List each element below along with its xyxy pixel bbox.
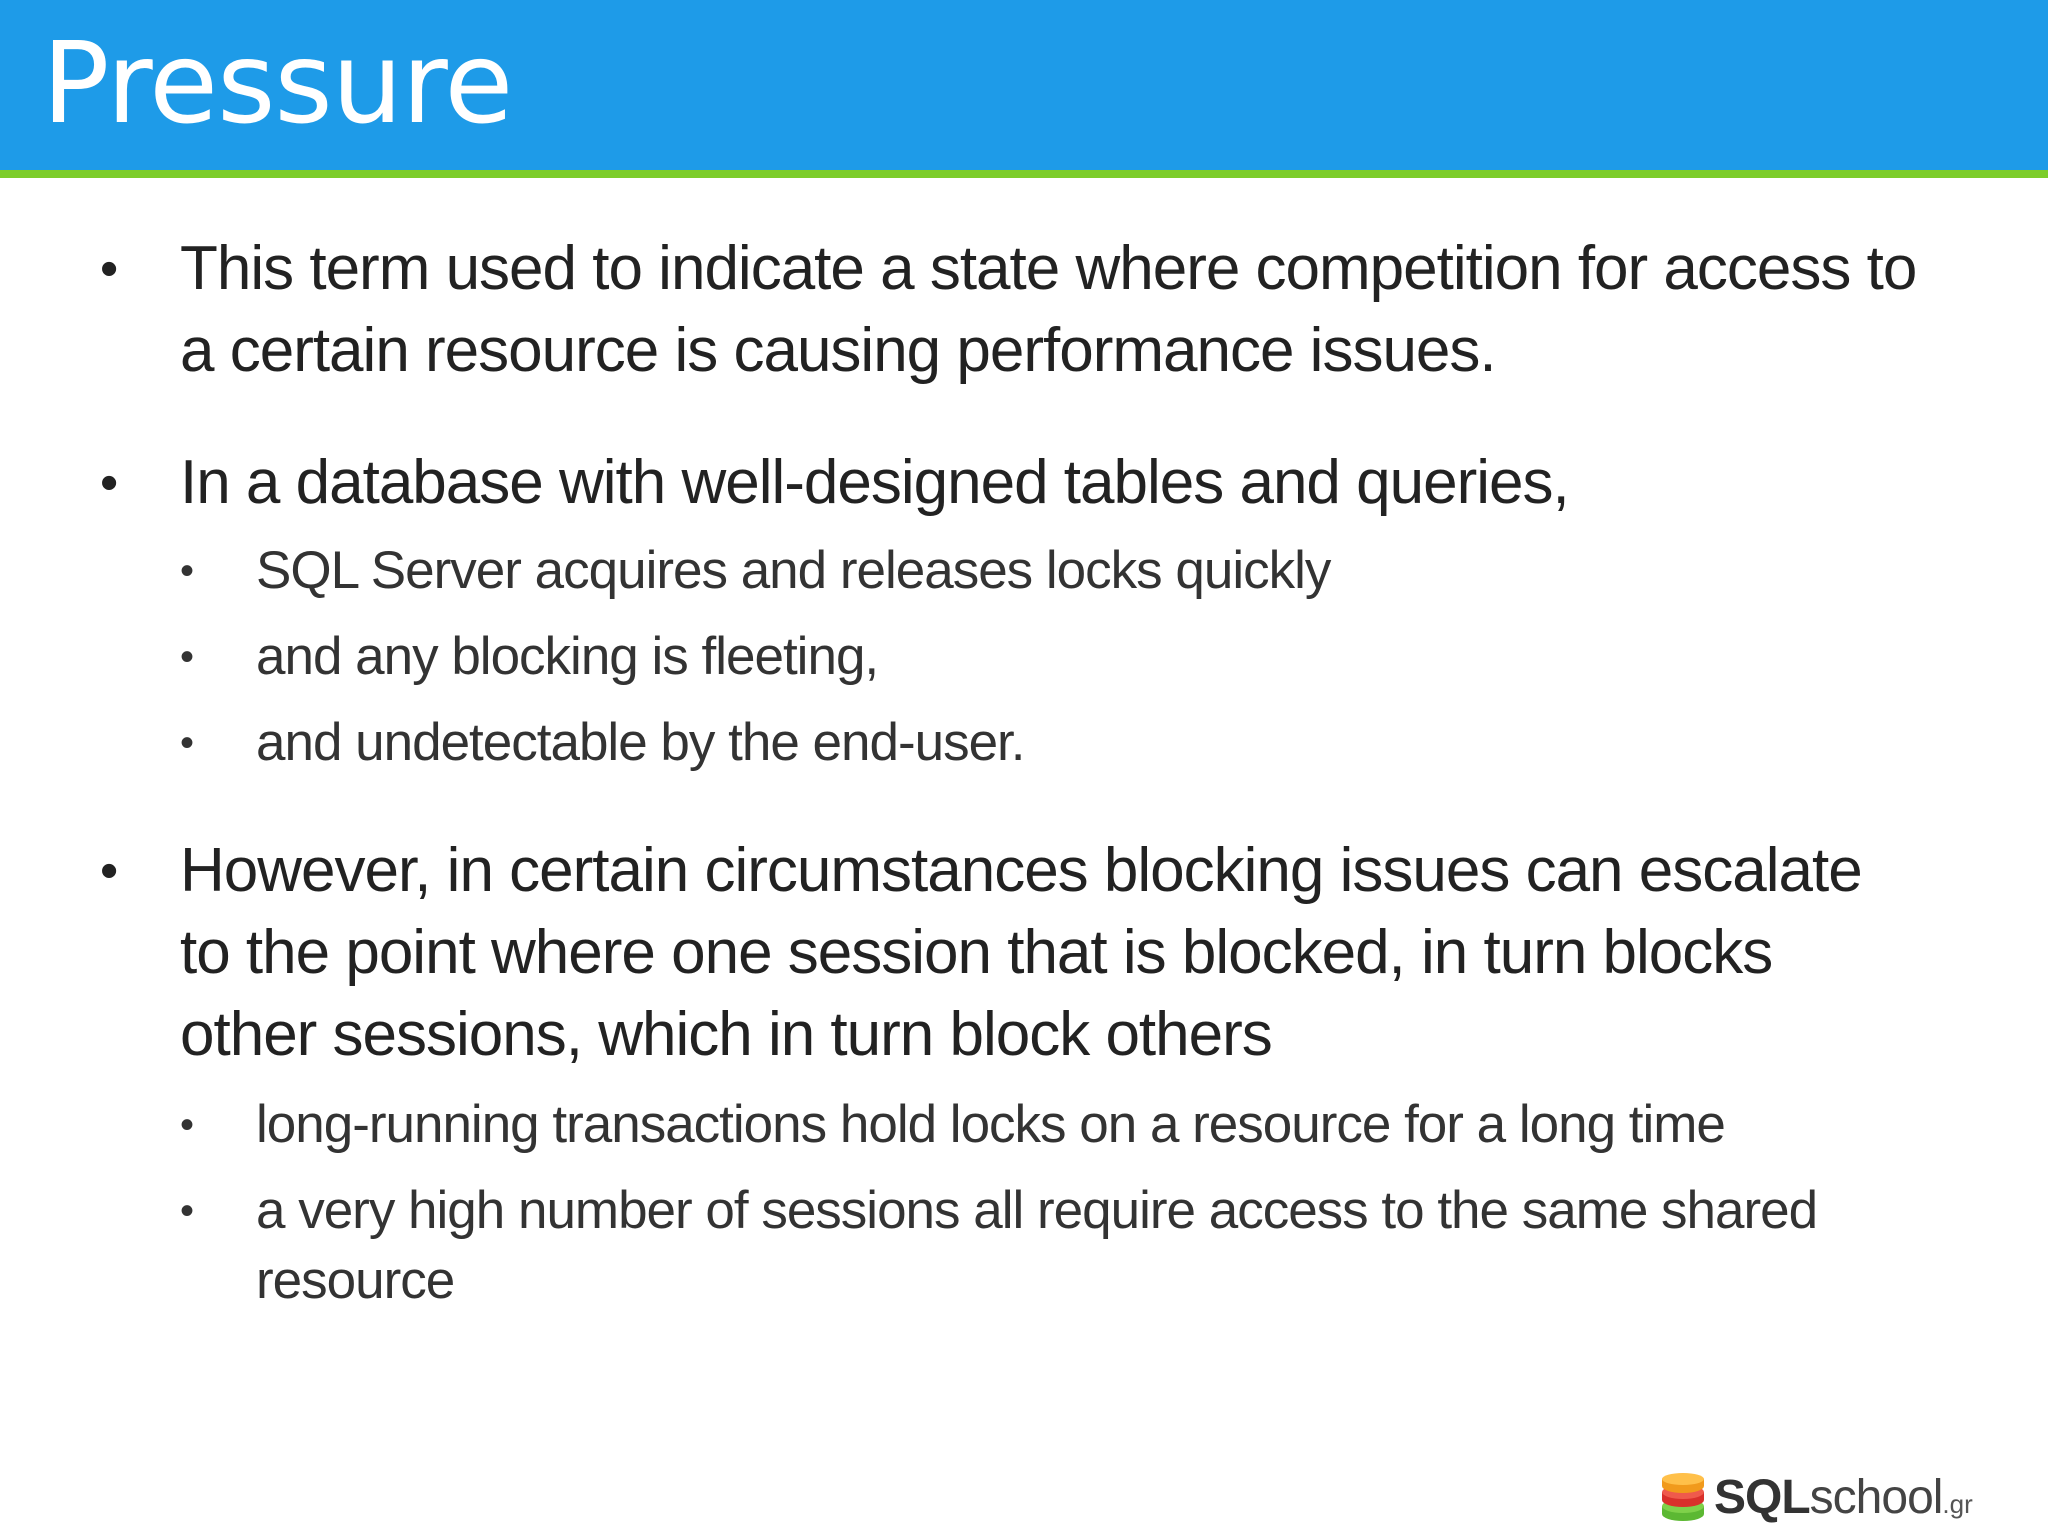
bullet-dot-icon: • (180, 549, 194, 593)
database-stack-icon (1660, 1472, 1706, 1522)
logo-bold-text: SQL (1714, 1471, 1810, 1524)
sub-bullet-item (180, 1090, 1996, 1160)
logo-wordmark (1714, 1468, 1973, 1534)
bullet-dot-icon: • (100, 454, 118, 512)
title-accent-line (0, 170, 2048, 178)
sqlschool-logo (1660, 1468, 2010, 1528)
logo-tld-text: .gr (1942, 1489, 1973, 1519)
bullet-dot-icon: • (180, 1189, 194, 1233)
bullet-item (100, 442, 1920, 524)
sub-bullet-item (180, 622, 1996, 692)
bullet-dot-icon: • (180, 1103, 194, 1147)
bullet-item (100, 830, 1920, 1076)
bullet-text: This term used to indicate a state where competition for access to a certain resource is causing performance issues. (180, 234, 1917, 385)
bullet-text: However, in certain circumstances blocking issues can escalate to the point where one session that is blocked, in turn blocks other sessions, which in turn block others (180, 836, 1862, 1069)
bullet-dot-icon: • (100, 842, 118, 900)
bullet-dot-icon: • (180, 635, 194, 679)
bullet-item (100, 228, 1920, 392)
bullet-dot-icon: • (100, 240, 118, 298)
sub-bullet-text: and undetectable by the end-user. (256, 713, 1025, 772)
logo-light-text: school (1809, 1471, 1943, 1524)
sub-bullet-item (180, 708, 1996, 778)
sub-bullet-text: and any blocking is fleeting, (256, 627, 879, 686)
sub-bullet-item (180, 1176, 1996, 1316)
slide-title: Pressure (42, 19, 513, 149)
title-bar (0, 0, 2048, 170)
bullet-text: In a database with well-designed tables and queries, (180, 448, 1569, 517)
sub-bullet-text: long-running transactions hold locks on a resource for a long time (256, 1095, 1725, 1154)
sub-bullet-text: a very high number of sessions all require access to the same shared resource (256, 1181, 1818, 1310)
sub-bullet-item (180, 536, 1996, 606)
sub-bullet-text: SQL Server acquires and releases locks quickly (256, 541, 1331, 600)
bullet-dot-icon: • (180, 721, 194, 765)
